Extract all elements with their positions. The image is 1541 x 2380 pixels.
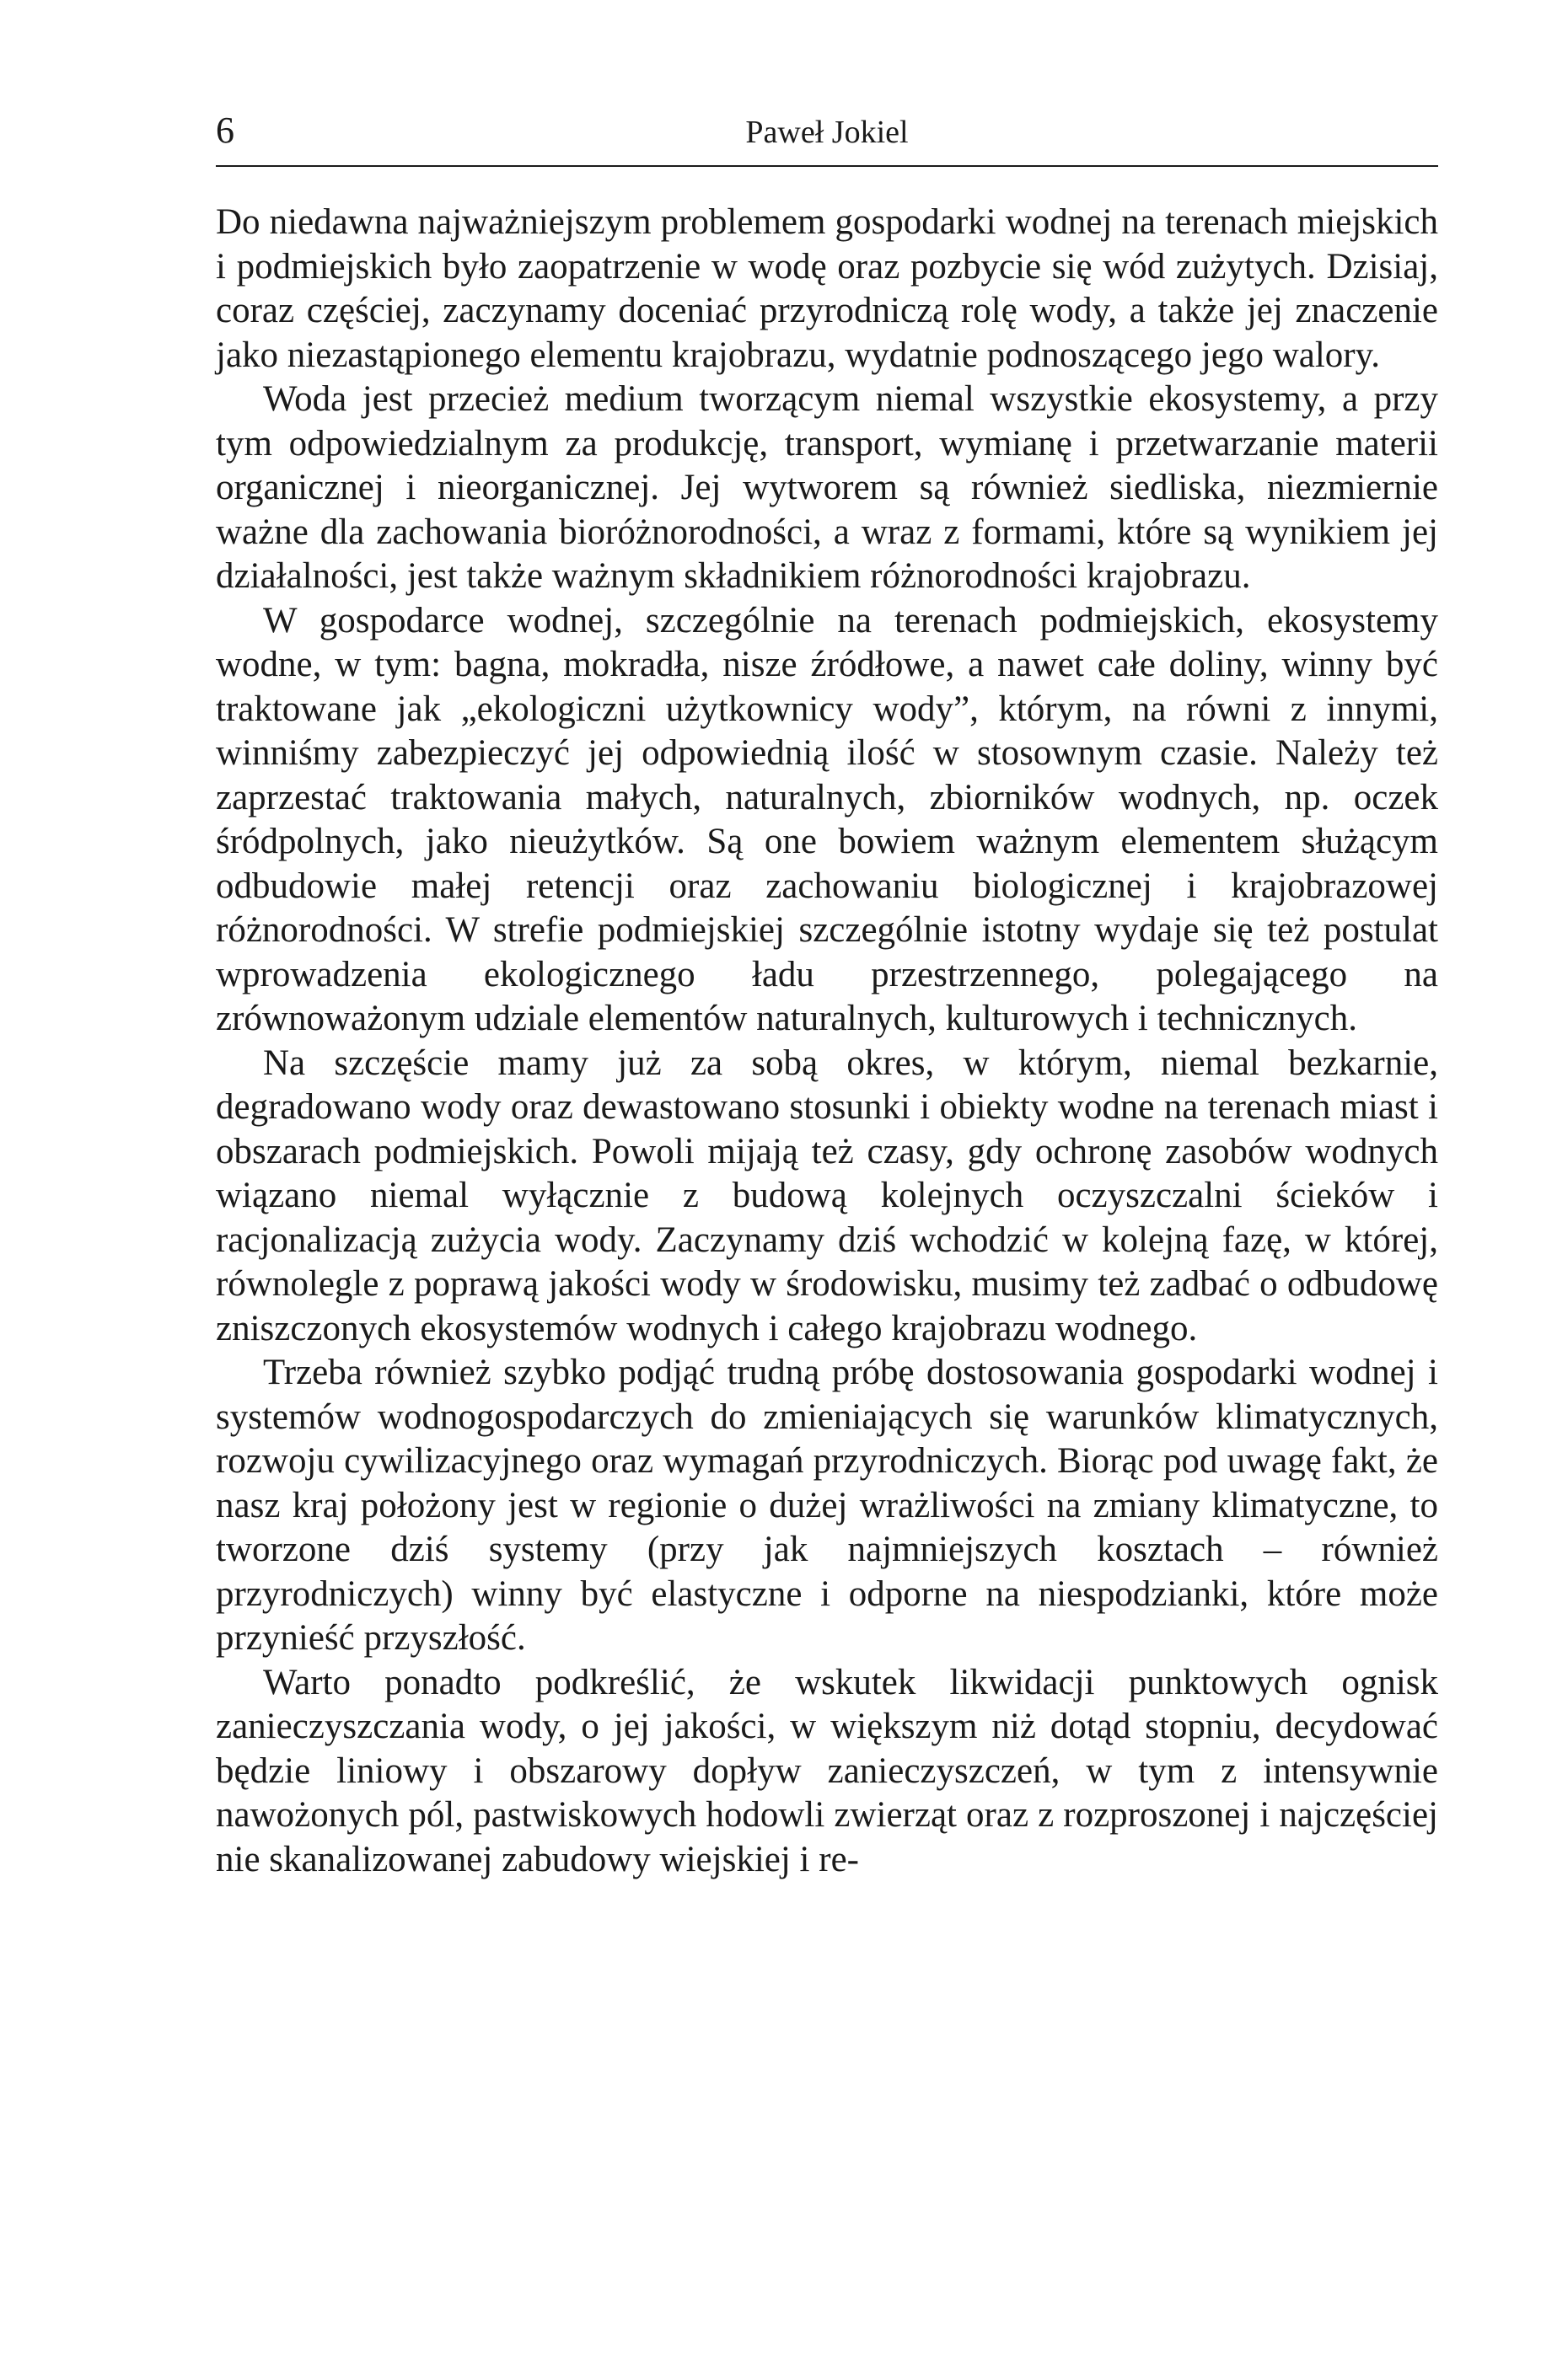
body-text bbox=[216, 201, 1438, 1882]
paragraph: Trzeba również szybko podjąć trudną próbę dostosowania gospodarki wodnej i systemów wodnogospodarczych do zmieniających się warunków klimatycznych, rozwoju cywilizacyjnego oraz wymagań przyrodniczych. Biorąc pod uwagę fakt, że nasz kraj położony jest w regionie o dużej wrażliwości na zmiany klimatyczne, to tworzone dziś systemy (przy jak najmniejszych kosztach – również przyrodniczych) winny być elastyczne i odporne na niespodzianki, które może przynieść przyszłość. bbox=[216, 1353, 1438, 1658]
document-page bbox=[216, 110, 1438, 1882]
running-head-author: Paweł Jokiel bbox=[745, 115, 909, 150]
page-number: 6 bbox=[216, 110, 234, 151]
paragraph: Na szczęście mamy już za sobą okres, w którym, niemal bezkarnie, degradowano wody oraz dewastowano stosunki i obiekty wodne na terenach miast i obszarach podmiejskich. Powoli mijają też czasy, gdy ochronę zasobów wodnych wiązano niemal wyłącznie z budową kolejnych oczyszczalni ścieków i racjonalizacją zużycia wody. Zaczynamy dziś wchodzić w kolejną fazę, w której, równolegle z poprawą jakości wody w środowisku, musimy też zadbać o odbudowę zniszczonych ekosystemów wodnych i całego krajobrazu wodnego. bbox=[216, 1043, 1438, 1348]
paragraph: Do niedawna najważniejszym problemem gospodarki wodnej na terenach miejskich i podmiejskich było zaopatrzenie w wodę oraz pozbycie się wód zużytych. Dzisiaj, coraz częściej, zaczynamy doceniać przyrodniczą rolę wody, a także jej znaczenie jako niezastąpionego elementu krajobrazu, wydatnie podnoszącego jego walory. bbox=[216, 202, 1438, 375]
paragraph: Warto ponadto podkreślić, że wskutek likwidacji punktowych ognisk zanieczyszczania wody, o jej jakości, w większym niż dotąd stopniu, decydować będzie liniowy i obszarowy dopływ zanieczyszczeń, w tym z intensywnie nawożonych pól, pastwiskowych hodowli zwierząt oraz z rozproszonej i najczęściej nie skanalizowanej zabudowy wiejskiej i re- bbox=[216, 1662, 1438, 1879]
paragraph: W gospodarce wodnej, szczególnie na terenach podmiejskich, ekosystemy wodne, w tym: bagna, mokradła, nisze źródłowe, a nawet całe doliny, winny być traktowane jak „ekologiczni użytkownicy wody”, którym, na równi z innymi, winniśmy zabezpieczyć jej odpowiednią ilość w stosownym czasie. Należy też zaprzestać traktowania małych, naturalnych, zbiorników wodnych, np. oczek śródpolnych, jako nieużytków. Są one bowiem ważnym elementem służącym odbudowie małej retencji oraz zachowaniu biologicznej i krajobrazowej różnorodności. W strefie podmiejskiej szczególnie istotny wydaje się też postulat wprowadzenia ekologicznego ładu przestrzennego, polegającego na zrównoważonym udziale elementów naturalnych, kulturowych i technicznych. bbox=[216, 600, 1438, 1038]
page-header bbox=[216, 110, 1438, 167]
paragraph: Woda jest przecież medium tworzącym niemal wszystkie ekosystemy, a przy tym odpowiedzialnym za produkcję, transport, wymianę i przetwarzanie materii organicznej i nieorganicznej. Jej wytworem są również siedliska, niezmiernie ważne dla zachowania bioróżnorodności, a wraz z formami, które są wynikiem jej działalności, jest także ważnym składnikiem różnorodności krajobrazu. bbox=[216, 379, 1438, 596]
